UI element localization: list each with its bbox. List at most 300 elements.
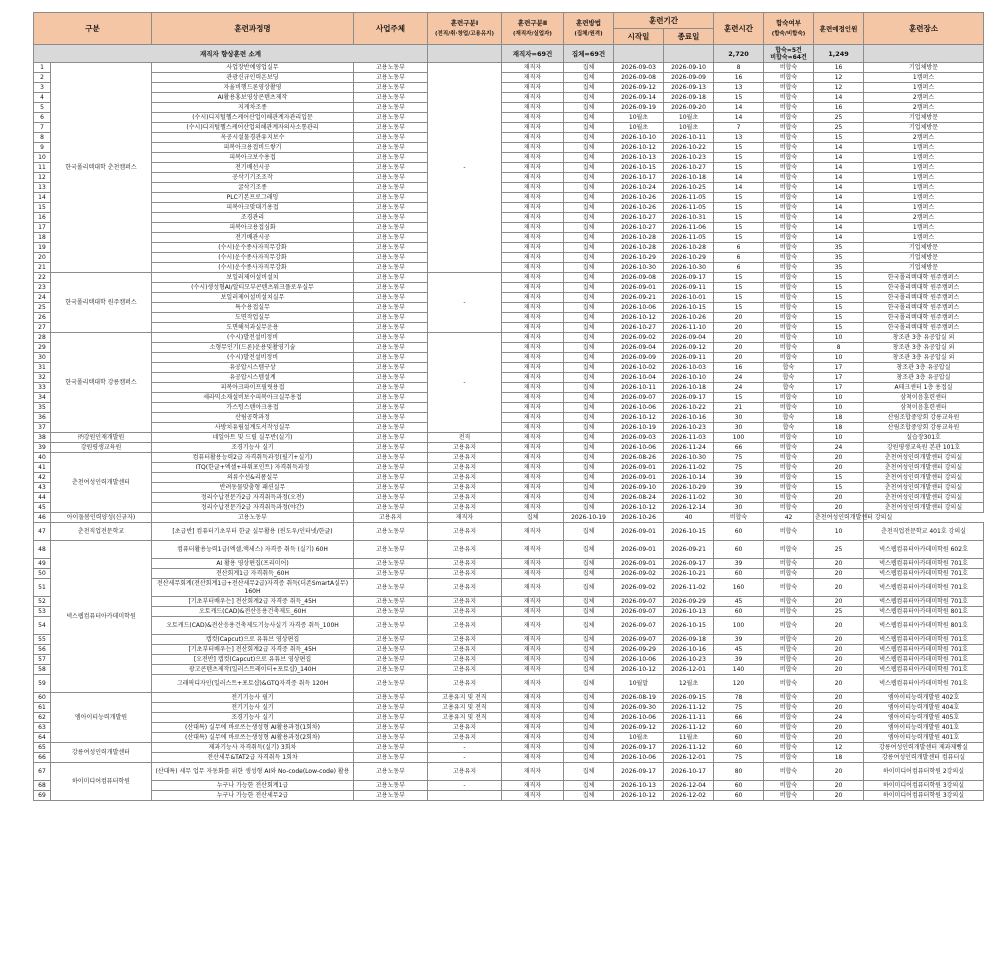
operator: 고용노동부	[354, 483, 428, 493]
end-date: 2026-09-18	[664, 93, 714, 103]
planned-capacity: 20	[814, 723, 864, 733]
operator: 고용노동부	[354, 713, 428, 723]
operator: 고용노동부	[354, 453, 428, 463]
training-hours: 6	[714, 263, 764, 273]
planned-capacity: 10	[814, 333, 864, 343]
training-hours: 15	[714, 153, 764, 163]
end-date: 2026-09-04	[664, 333, 714, 343]
training-type1: 고용유지	[428, 503, 502, 513]
boarding-status: 비합숙	[764, 313, 814, 323]
training-location: 넥스웹컴퓨터아카데미학원 801호	[864, 617, 984, 635]
training-type1	[428, 791, 502, 801]
start-date: 2026-10-13	[614, 781, 664, 791]
training-hours: 100	[714, 617, 764, 635]
training-type2: 재직자	[502, 283, 564, 293]
planned-capacity: 15	[814, 313, 864, 323]
operator: 고용노동부	[152, 513, 354, 523]
row-number: 45	[34, 503, 51, 513]
planned-capacity: 24	[814, 713, 864, 723]
row-number: 31	[34, 363, 51, 373]
header-method-sub: (집체/원격)	[574, 31, 603, 37]
row-number: 26	[34, 313, 51, 323]
training-type2: 재직자	[502, 383, 564, 393]
training-method: 집체	[564, 163, 614, 173]
course-name: (수시)디지털헬스케어산업의해관계자의사소통관리	[152, 123, 354, 133]
training-location: 산림조합중앙회 강릉교육원	[864, 423, 984, 433]
table-row	[34, 483, 984, 493]
training-type2: 재직자	[502, 645, 564, 655]
training-location: 엠아이티능력개발원 404호	[864, 703, 984, 713]
training-location: 강릉여성인력개발센터 컴퓨터실	[864, 753, 984, 763]
training-type2: 재직자	[502, 763, 564, 781]
row-number: 68	[34, 781, 51, 791]
training-method: 집체	[564, 523, 614, 541]
operator: 고용노동부	[354, 133, 428, 143]
start-date: 2026-10-24	[614, 183, 664, 193]
operator: 고용노동부	[354, 743, 428, 753]
header-start: 시작일	[614, 29, 664, 45]
training-hours: 14	[714, 103, 764, 113]
institution-name: 한국폴리텍대학 원주캠퍼스	[51, 273, 152, 333]
training-method: 집체	[564, 243, 614, 253]
training-type2: 재직자	[502, 413, 564, 423]
institution-name: 춘천여성인력개발센터	[51, 453, 152, 513]
training-location: 춘천여성인력개발센터 강의실	[864, 463, 984, 473]
training-location: 넥스웹컴퓨터아카데미학원 701호	[864, 579, 984, 597]
boarding-status: 합숙	[764, 363, 814, 373]
training-method: 집체	[564, 323, 614, 333]
row-number: 4	[34, 93, 51, 103]
training-type2: 재직자	[502, 503, 564, 513]
table-row	[34, 123, 984, 133]
end-date: 2026-10-17	[664, 763, 714, 781]
boarding-status: 비합숙	[764, 163, 814, 173]
table-row	[34, 423, 984, 433]
boarding-status: 비합숙	[714, 513, 764, 523]
training-hours: 45	[714, 645, 764, 655]
course-name: 보일러제어설비설치	[152, 273, 354, 283]
table-row	[34, 73, 984, 83]
training-type2: 재직자	[502, 713, 564, 723]
training-type2: 재직자	[502, 703, 564, 713]
training-hours: 60	[714, 541, 764, 559]
operator: 고용노동부	[354, 403, 428, 413]
start-date: 2026-10-12	[614, 313, 664, 323]
training-method: 집체	[564, 83, 614, 93]
end-date: 2026-12-14	[664, 503, 714, 513]
course-name: 아이돌봄인력양성(신규자)	[51, 513, 152, 523]
training-location: 2캠퍼스	[864, 133, 984, 143]
operator: 고용노동부	[354, 313, 428, 323]
course-name: [초급반] 컴퓨터기초부터 한글 실무활용 (윈도우/인터넷/한글)	[152, 523, 354, 541]
course-name: 조경관리	[152, 213, 354, 223]
header-method-label: 훈련방법	[575, 19, 602, 27]
training-method: 집체	[564, 103, 614, 113]
training-type1: 고용유지	[428, 617, 502, 635]
start-date: 2026-09-12	[614, 83, 664, 93]
operator: 고용노동부	[354, 541, 428, 559]
planned-capacity: 20	[814, 559, 864, 569]
row-number: 20	[34, 253, 51, 263]
planned-capacity: 15	[814, 133, 864, 143]
planned-capacity: 25	[814, 123, 864, 133]
boarding-status: 비합숙	[764, 393, 814, 403]
training-type2: 재직자	[502, 303, 564, 313]
row-number: 1	[34, 63, 51, 73]
end-date: 2026-10-23	[664, 423, 714, 433]
boarding-status: 합숙	[764, 373, 814, 383]
end-date: 2026-10-22	[664, 143, 714, 153]
boarding-status: 비합숙	[764, 263, 814, 273]
training-type2: 재직자	[502, 313, 564, 323]
boarding-status: 합숙	[764, 413, 814, 423]
training-type1: 고용유지	[428, 579, 502, 597]
training-type1: -	[428, 753, 502, 763]
start-date: 2026-10-06	[614, 403, 664, 413]
course-name: 사방치유림설계도서작성실무	[152, 423, 354, 433]
training-location: 기업체방문	[864, 123, 984, 133]
start-date: 2026-09-01	[614, 283, 664, 293]
row-number: 47	[34, 523, 51, 541]
planned-capacity: 20	[814, 763, 864, 781]
boarding-status: 비합숙	[764, 635, 814, 645]
course-name: 소형무인기(드론)운용및촬영기술	[152, 343, 354, 353]
start-date: 2026-09-17	[614, 743, 664, 753]
training-method: 집체	[564, 413, 614, 423]
course-name: 전기배선시공	[152, 163, 354, 173]
operator: 고용노동부	[354, 645, 428, 655]
operator: 고용노동부	[354, 163, 428, 173]
start-date: 2026-09-19	[614, 103, 664, 113]
boarding-status: 비합숙	[764, 283, 814, 293]
table-row	[34, 203, 984, 213]
training-location: 강원평생교육원 본관 101호	[864, 443, 984, 453]
boarding-status: 비합숙	[764, 655, 814, 665]
start-date: 2026-09-04	[614, 343, 664, 353]
training-schedule-sheet	[33, 12, 983, 801]
operator: 고용노동부	[354, 383, 428, 393]
training-type2: 재직자	[502, 163, 564, 173]
training-location: 기업체방문	[864, 263, 984, 273]
table-row	[34, 113, 984, 123]
training-type1: 고용유지	[428, 493, 502, 503]
training-type2: 재직자	[502, 453, 564, 463]
start-date: 2026-10-06	[614, 753, 664, 763]
start-date: 2026-10-06	[614, 303, 664, 313]
row-number: 24	[34, 293, 51, 303]
training-location: 넥스웹컴퓨터아카데미학원 701호	[864, 665, 984, 675]
header-period: 훈련기간	[614, 13, 714, 29]
course-name: 오토캐드(CAD)&전산응용건축제도기능사실기 자격증 취득_100H	[152, 617, 354, 635]
training-type2: 재직자	[502, 133, 564, 143]
operator: 고용노동부	[354, 723, 428, 733]
row-number: 32	[34, 373, 51, 383]
training-type2: 재직자	[502, 559, 564, 569]
planned-capacity: 20	[814, 597, 864, 607]
training-method: 집체	[564, 753, 614, 763]
training-type1: 고용유지	[428, 483, 502, 493]
planned-capacity: 8	[814, 343, 864, 353]
row-number: 30	[34, 353, 51, 363]
end-date: 2026-10-15	[664, 617, 714, 635]
end-date: 2026-10-25	[664, 183, 714, 193]
training-type2: 재직자	[502, 293, 564, 303]
table-row	[34, 403, 984, 413]
course-name: 세라믹소재설비보수피복아크실무용접	[152, 393, 354, 403]
end-date: 2026-11-05	[664, 203, 714, 213]
course-name: (수시)발전설비정비	[152, 353, 354, 363]
training-type1: 고용유지	[428, 443, 502, 453]
header-type1-sub: (전직/취·창업/고용유지)	[435, 31, 494, 37]
operator: 고용노동부	[354, 233, 428, 243]
operator: 고용노동부	[354, 73, 428, 83]
end-date: 2026-11-12	[664, 723, 714, 733]
training-location: 넥스웹컴퓨터아카데미학원 602호	[864, 541, 984, 559]
start-date: 2026-09-09	[614, 353, 664, 363]
training-location: 엠아이티능력개발원 401호	[864, 733, 984, 743]
table-row	[34, 303, 984, 313]
planned-capacity: 18	[814, 423, 864, 433]
operator: 고용노동부	[354, 93, 428, 103]
row-number: 36	[34, 413, 51, 423]
start-date: 2026-09-10	[614, 483, 664, 493]
table-row	[34, 173, 984, 183]
training-location: 한국폴리텍대학 원주캠퍼스	[864, 273, 984, 283]
operator: 고용노동부	[354, 473, 428, 483]
course-name: 전기기능사 필기	[152, 693, 354, 703]
institution-name: 한국폴리텍대학 춘천캠퍼스	[51, 63, 152, 273]
row-number: 44	[34, 493, 51, 503]
planned-capacity: 14	[814, 233, 864, 243]
training-hours: 39	[714, 635, 764, 645]
planned-capacity: 15	[814, 283, 864, 293]
training-method: 집체	[564, 473, 614, 483]
table-row	[34, 383, 984, 393]
training-hours: 60	[714, 791, 764, 801]
boarding-status: 비합숙	[764, 273, 814, 283]
training-table	[33, 12, 984, 801]
end-date: 2026-10-16	[664, 645, 714, 655]
course-name: AI활용홍보영상콘텐츠제작	[152, 93, 354, 103]
boarding-status: 비합숙	[764, 541, 814, 559]
training-hours: 78	[714, 693, 764, 703]
training-type2: 재직자	[502, 63, 564, 73]
start-date: 2026-10-06	[614, 655, 664, 665]
training-type2: 재직자	[502, 243, 564, 253]
operator: 고용노동부	[354, 675, 428, 693]
training-location: 2캠퍼스	[864, 93, 984, 103]
institution-name: 엠아이티능력개발원	[51, 693, 152, 743]
boarding-status: 비합숙	[764, 73, 814, 83]
table-row	[34, 183, 984, 193]
table-row	[34, 143, 984, 153]
planned-capacity: 10	[814, 523, 864, 541]
training-hours: 75	[714, 463, 764, 473]
row-number: 53	[34, 607, 51, 617]
end-date: 2026-10-30	[664, 453, 714, 463]
training-method: 집체	[564, 733, 614, 743]
planned-capacity: 35	[814, 243, 864, 253]
boarding-status: 비합숙	[764, 303, 814, 313]
start-date: 2026-10-27	[614, 323, 664, 333]
row-number: 21	[34, 263, 51, 273]
row-number: 13	[34, 183, 51, 193]
course-name: 전산회계1급 자격취득_60H	[152, 569, 354, 579]
row-number: 55	[34, 635, 51, 645]
end-date: 2026-10-15	[664, 523, 714, 541]
header-capacity: 훈련예정인원	[814, 13, 864, 45]
end-date: 2026-11-12	[664, 703, 714, 713]
operator: 고용노동부	[354, 597, 428, 607]
training-hours: 75	[714, 703, 764, 713]
row-number: 60	[34, 693, 51, 703]
institution-name: 춘천직업전문학교	[51, 523, 152, 541]
training-method: 집체	[564, 453, 614, 463]
training-hours: 15	[714, 393, 764, 403]
planned-capacity: 15	[814, 293, 864, 303]
planned-capacity: 15	[814, 473, 864, 483]
training-location: 춘천여성인력개발센터 강의실	[864, 493, 984, 503]
training-type2: 재직자	[502, 483, 564, 493]
training-method: 집체	[502, 513, 564, 523]
table-row	[34, 453, 984, 463]
course-name: (수시)운수종사자직무강화	[152, 263, 354, 273]
summary-location-blank	[864, 45, 984, 63]
planned-capacity: 12	[814, 83, 864, 93]
start-date: 2026-10-12	[614, 143, 664, 153]
planned-capacity: 16	[814, 63, 864, 73]
end-date: 2026-09-12	[664, 343, 714, 353]
planned-capacity: 15	[814, 273, 864, 283]
end-date: 2026-10-03	[664, 363, 714, 373]
course-name: 조경기능사 실기	[152, 443, 354, 453]
table-row	[34, 433, 984, 443]
course-name: [기초부터배우는] 전산회계2급 자격증 취득_45H	[152, 645, 354, 655]
start-date: 2026-10-06	[614, 713, 664, 723]
training-location: 춘천여성인력개발센터 강의실	[815, 513, 893, 521]
course-name: PLC기본프로그래밍	[152, 193, 354, 203]
training-location: 한국폴리텍대학 원주캠퍼스	[864, 303, 984, 313]
operator: 고용노동부	[354, 343, 428, 353]
boarding-status: 비합숙	[764, 503, 814, 513]
start-date: 2026-09-08	[614, 73, 664, 83]
row-number: 22	[34, 273, 51, 283]
training-hours: 39	[714, 655, 764, 665]
end-date: 2026-11-02	[664, 493, 714, 503]
training-method: 집체	[564, 303, 614, 313]
row-number: 27	[34, 323, 51, 333]
training-type2: 재직자	[502, 343, 564, 353]
row-number: 38	[34, 433, 51, 443]
training-method: 집체	[564, 503, 614, 513]
operator: 고용노동부	[354, 203, 428, 213]
end-date: 2026-10-18	[664, 173, 714, 183]
institution-name: 하이미디어컴퓨터학원	[51, 763, 152, 801]
training-hours: 140	[714, 665, 764, 675]
training-type2: 재직자	[502, 263, 564, 273]
training-type2: 재직자	[502, 353, 564, 363]
end-date: 2026-12-02	[664, 791, 714, 801]
row-number: 62	[34, 713, 51, 723]
start-date: 10월말	[614, 675, 664, 693]
training-location: 춘천여성인력개발센터 강의실	[864, 453, 984, 463]
training-location: 1캠퍼스	[864, 223, 984, 233]
course-name: 도면해석과실무운용	[152, 323, 354, 333]
start-date: 2026-09-07	[614, 393, 664, 403]
boarding-status: 비합숙	[764, 103, 814, 113]
boarding-status: 비합숙	[764, 403, 814, 413]
training-method: 집체	[564, 463, 614, 473]
table-row	[34, 693, 984, 703]
boarding-status: 비합숙	[764, 153, 814, 163]
table-row	[34, 723, 984, 733]
row-number: 12	[34, 173, 51, 183]
table-row	[34, 617, 984, 635]
end-date: 2026-12-01	[664, 753, 714, 763]
boarding-status: 비합숙	[764, 763, 814, 781]
training-location: 넥스웹컴퓨터아카데미학원 701호	[864, 559, 984, 569]
training-method: 집체	[564, 693, 614, 703]
operator: 고용노동부	[354, 143, 428, 153]
row-number: 8	[34, 133, 51, 143]
operator: 고용노동부	[354, 791, 428, 801]
course-name: [오전반] 캡컷(Capcut)으로 유튜브 영상편집	[152, 655, 354, 665]
boarding-status: 비합숙	[764, 675, 814, 693]
planned-capacity: 20	[814, 665, 864, 675]
row-number: 63	[34, 723, 51, 733]
training-location: 실습장301호	[864, 433, 984, 443]
planned-capacity: 25	[814, 541, 864, 559]
row-number: 6	[34, 113, 51, 123]
table-row	[34, 243, 984, 253]
end-date: 2026-10-01	[664, 293, 714, 303]
row-number: 51	[34, 579, 51, 597]
operator: 고용노동부	[354, 693, 428, 703]
planned-capacity: 20	[814, 791, 864, 801]
training-hours: 13	[714, 133, 764, 143]
training-location: 삼척이음훈련센터	[864, 403, 984, 413]
training-type2: 재직자	[502, 323, 564, 333]
training-location: 넥스웹컴퓨터아카데미학원 701호	[864, 597, 984, 607]
course-name: ITQ(한글+엑셀+파워포인트) 자격취득과정	[152, 463, 354, 473]
row-number: 54	[34, 617, 51, 635]
boarding-status: 비합숙	[764, 665, 814, 675]
planned-capacity: 20	[814, 655, 864, 665]
table-header	[34, 13, 984, 45]
boarding-status: 비합숙	[764, 443, 814, 453]
table-row	[34, 791, 984, 801]
table-row	[34, 513, 984, 523]
boarding-status: 비합숙	[764, 83, 814, 93]
training-type2: 재직자	[502, 213, 564, 223]
end-date: 2026-09-21	[664, 541, 714, 559]
table-row	[34, 703, 984, 713]
start-date: 2026-10-30	[614, 263, 664, 273]
training-method: 집체	[564, 313, 614, 323]
row-number: 49	[34, 559, 51, 569]
boarding-status: 비합숙	[764, 645, 814, 655]
header-type1-label: 훈련구분Ⅰ	[450, 19, 479, 27]
planned-capacity: 20	[814, 463, 864, 473]
training-type1: 고용유지	[428, 665, 502, 675]
training-type1: 고용유지	[428, 453, 502, 463]
start-date: 2026-09-01	[614, 523, 664, 541]
planned-capacity: 14	[814, 93, 864, 103]
training-location: 창조관 3층 유공압실 외	[864, 333, 984, 343]
end-date: 2026-11-10	[664, 323, 714, 333]
row-number: 40	[34, 453, 51, 463]
end-date: 2026-10-26	[614, 513, 664, 523]
